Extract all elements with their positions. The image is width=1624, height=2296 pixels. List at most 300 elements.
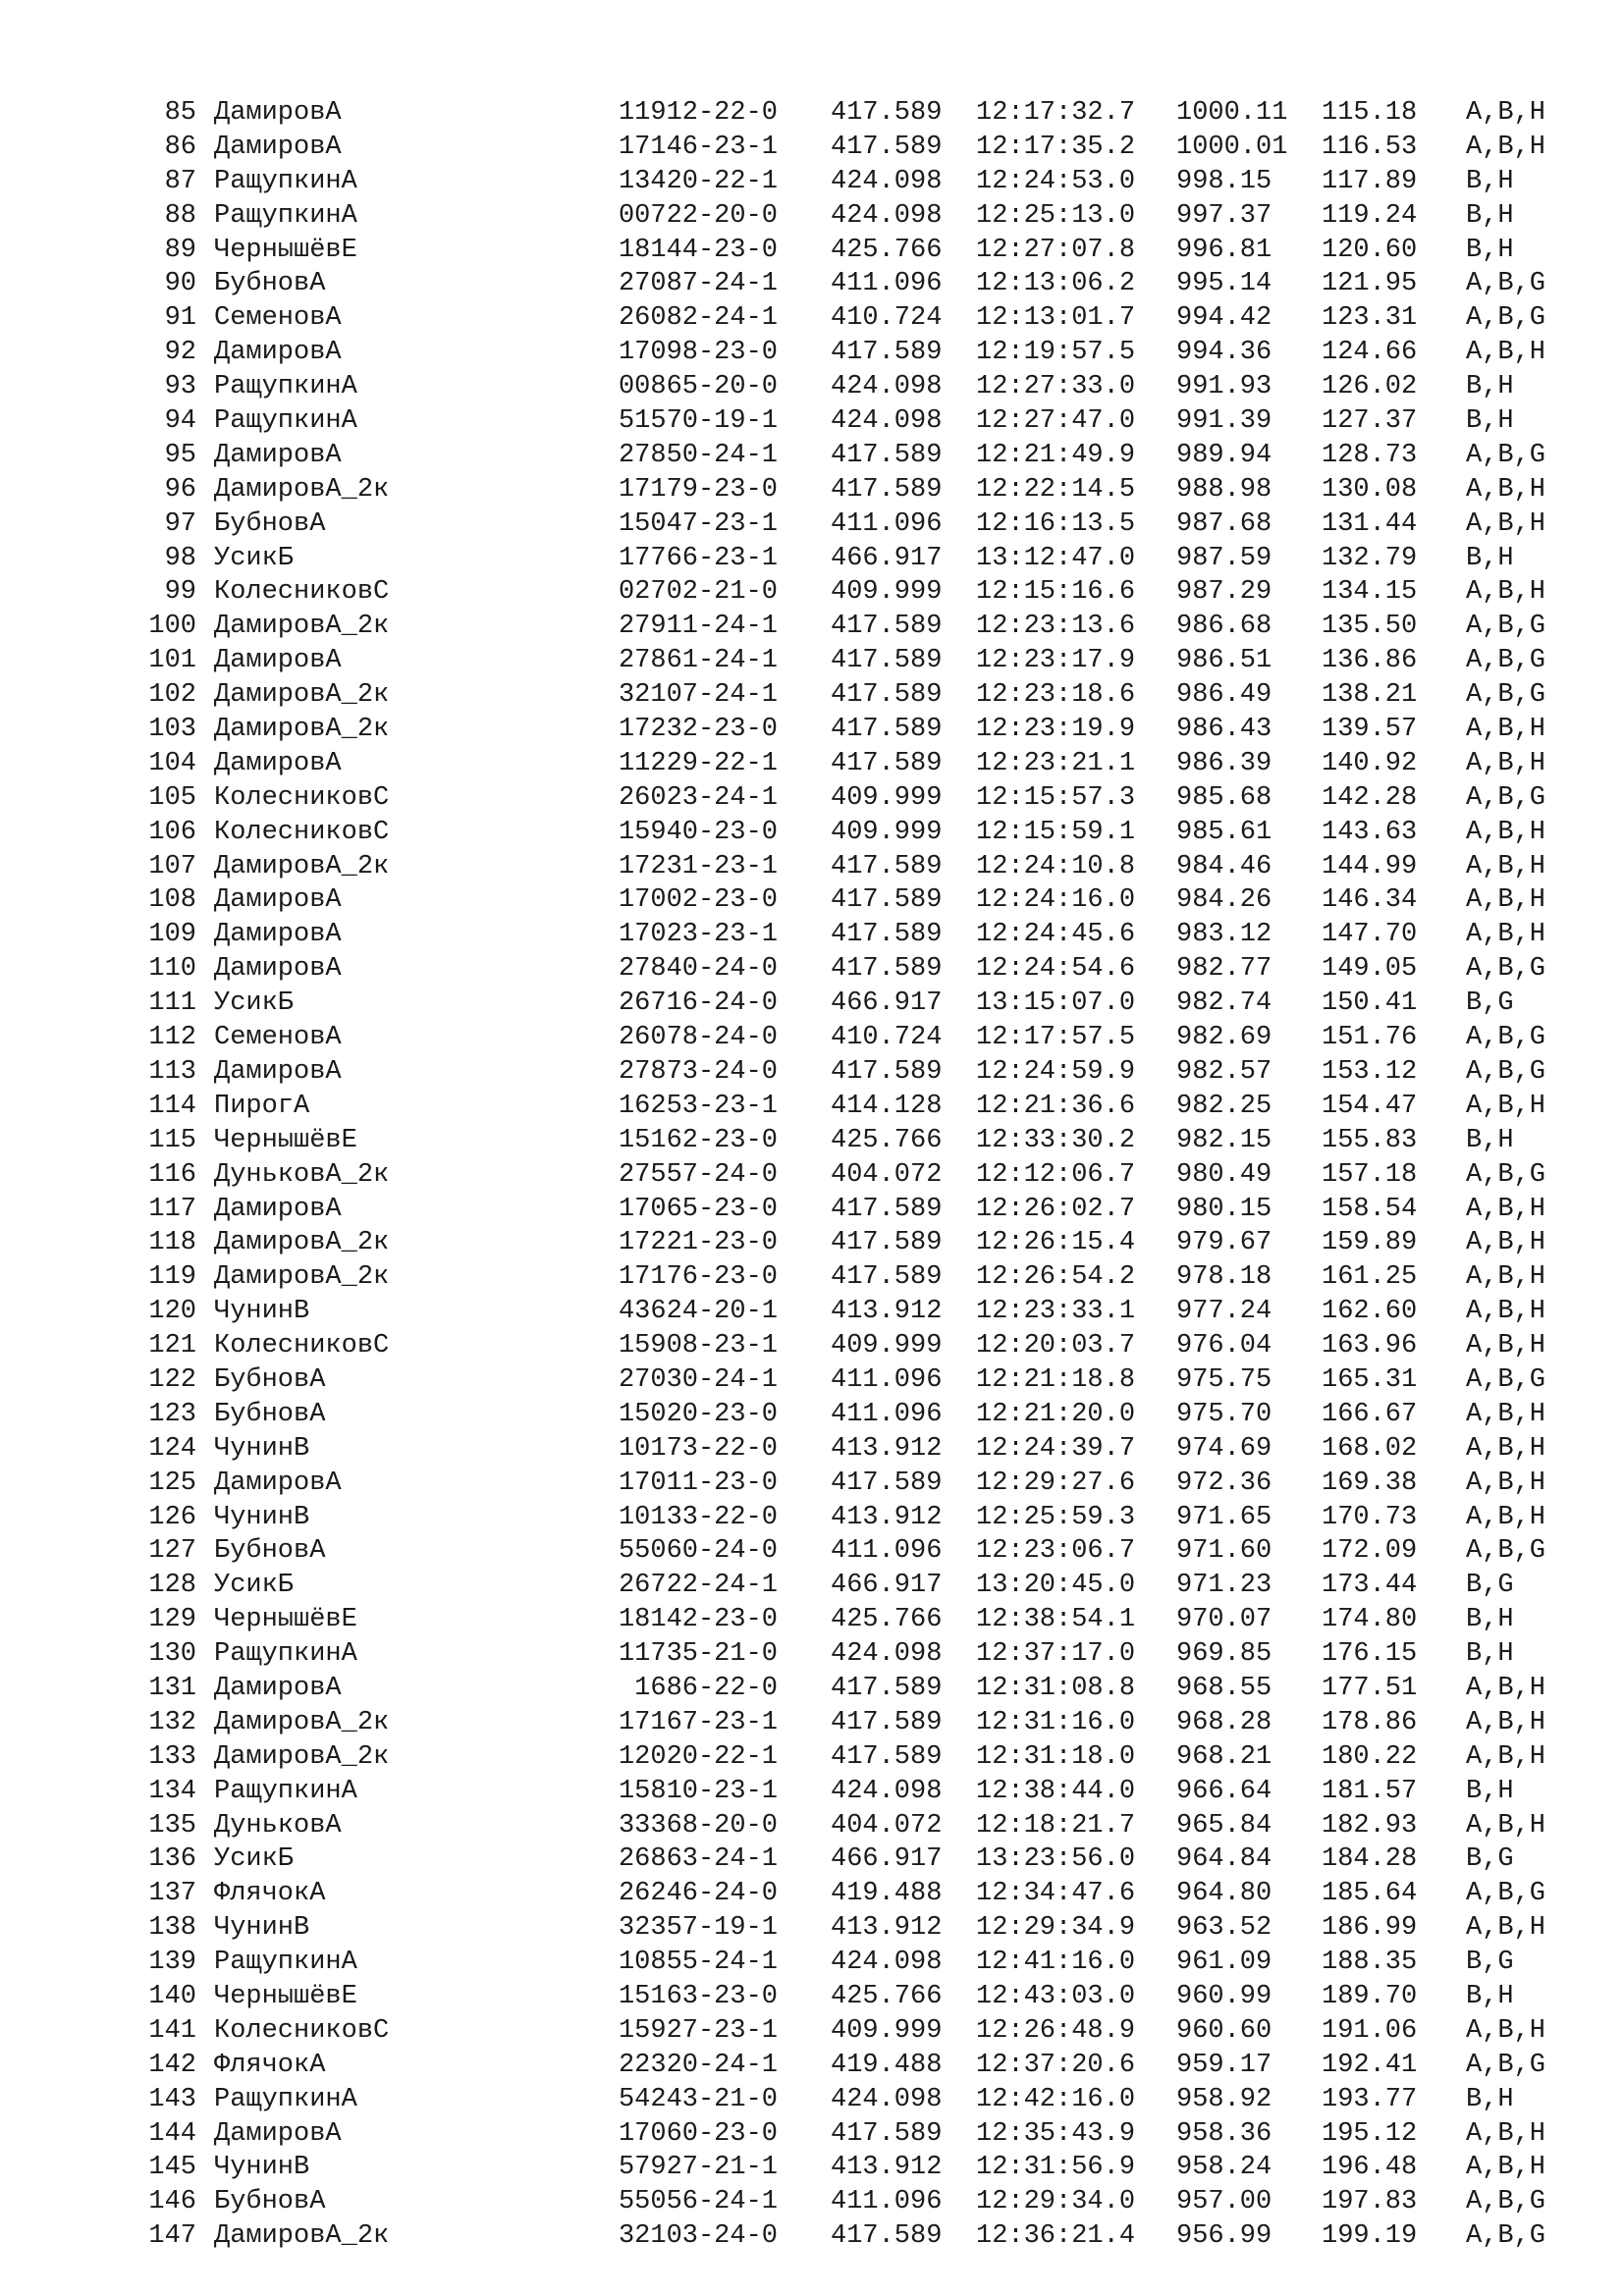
- cell-speed: 972.36: [1176, 1468, 1272, 1498]
- cell-distance: 404.072: [831, 1159, 943, 1190]
- cell-speed: 982.69: [1176, 1023, 1272, 1053]
- cell-groups: B,G: [1466, 1571, 1514, 1601]
- cell-groups: B,G: [1466, 1948, 1514, 1978]
- cell-distance: 417.589: [831, 851, 943, 881]
- cell-place: 140: [148, 1981, 196, 2011]
- cell-arrival-time: 12:24:54.6: [976, 954, 1136, 985]
- cell-ring-number: 27557-24-0: [618, 1159, 778, 1190]
- cell-place: 109: [148, 920, 196, 950]
- cell-arrival-time: 12:34:47.6: [976, 1879, 1136, 1909]
- cell-arrival-time: 12:43:03.0: [976, 1981, 1136, 2011]
- cell-speed: 982.57: [1176, 1056, 1272, 1087]
- cell-owner: ДуньковА: [214, 1810, 342, 1841]
- cell-speed: 968.55: [1176, 1673, 1272, 1703]
- cell-distance: 413.912: [831, 2153, 943, 2183]
- cell-arrival-time: 12:13:06.2: [976, 269, 1136, 299]
- cell-ring-number: 13420-22-1: [618, 166, 778, 196]
- cell-place: 146: [148, 2187, 196, 2217]
- cell-owner: РащупкинА: [214, 1639, 357, 1670]
- cell-groups: B,H: [1466, 1639, 1514, 1670]
- cell-owner: ДамировА_2к: [214, 2221, 390, 2252]
- cell-owner: ЧунинВ: [214, 1913, 310, 1944]
- cell-arrival-time: 12:31:08.8: [976, 1673, 1136, 1703]
- cell-speed: 986.68: [1176, 612, 1272, 642]
- cell-speed: 987.29: [1176, 577, 1272, 608]
- cell-arrival-time: 12:29:34.0: [976, 2187, 1136, 2217]
- cell-distance: 411.096: [831, 1399, 943, 1429]
- cell-groups: A,B,H: [1466, 817, 1546, 847]
- cell-distance: 417.589: [831, 1468, 943, 1498]
- cell-place: 86: [164, 132, 196, 162]
- cell-coefficient: 146.34: [1322, 885, 1418, 916]
- cell-coefficient: 126.02: [1322, 372, 1418, 402]
- cell-distance: 466.917: [831, 543, 943, 573]
- cell-arrival-time: 12:18:21.7: [976, 1810, 1136, 1841]
- cell-owner: БубновА: [214, 1536, 326, 1567]
- cell-owner: ДамировА: [214, 1673, 342, 1703]
- cell-place: 147: [148, 2221, 196, 2252]
- cell-owner: ДамировА: [214, 1194, 342, 1224]
- cell-ring-number: 26246-24-0: [618, 1879, 778, 1909]
- cell-speed: 978.18: [1176, 1262, 1272, 1293]
- cell-distance: 409.999: [831, 817, 943, 847]
- cell-place: 131: [148, 1673, 196, 1703]
- cell-coefficient: 135.50: [1322, 612, 1418, 642]
- cell-ring-number: 17060-23-0: [618, 2118, 778, 2149]
- cell-arrival-time: 12:13:01.7: [976, 303, 1136, 334]
- cell-speed: 975.75: [1176, 1364, 1272, 1395]
- cell-speed: 994.42: [1176, 303, 1272, 334]
- cell-owner: БубновА: [214, 269, 326, 299]
- cell-groups: A,B,G: [1466, 2221, 1546, 2252]
- cell-ring-number: 18144-23-0: [618, 235, 778, 265]
- cell-distance: 417.589: [831, 440, 943, 470]
- cell-groups: A,B,G: [1466, 1364, 1546, 1395]
- cell-coefficient: 150.41: [1322, 988, 1418, 1019]
- cell-distance: 424.098: [831, 166, 943, 196]
- cell-ring-number: 15810-23-1: [618, 1776, 778, 1806]
- cell-speed: 980.49: [1176, 1159, 1272, 1190]
- cell-speed: 987.59: [1176, 543, 1272, 573]
- cell-ring-number: 43624-20-1: [618, 1297, 778, 1327]
- cell-coefficient: 161.25: [1322, 1262, 1418, 1293]
- cell-groups: A,B,G: [1466, 1159, 1546, 1190]
- cell-groups: B,H: [1466, 543, 1514, 573]
- cell-distance: 425.766: [831, 1981, 943, 2011]
- cell-speed: 1000.11: [1176, 98, 1288, 128]
- cell-arrival-time: 12:31:16.0: [976, 1707, 1136, 1737]
- cell-ring-number: 02702-21-0: [618, 577, 778, 608]
- cell-groups: A,B,H: [1466, 1673, 1546, 1703]
- cell-groups: B,H: [1466, 200, 1514, 231]
- cell-ring-number: 00722-20-0: [618, 200, 778, 231]
- cell-speed: 969.85: [1176, 1639, 1272, 1670]
- cell-coefficient: 188.35: [1322, 1948, 1418, 1978]
- cell-arrival-time: 12:41:16.0: [976, 1948, 1136, 1978]
- cell-arrival-time: 12:17:35.2: [976, 132, 1136, 162]
- cell-owner: БубновА: [214, 2187, 326, 2217]
- cell-speed: 970.07: [1176, 1605, 1272, 1635]
- cell-place: 120: [148, 1297, 196, 1327]
- cell-coefficient: 127.37: [1322, 406, 1418, 437]
- cell-distance: 417.589: [831, 1707, 943, 1737]
- cell-ring-number: 00865-20-0: [618, 372, 778, 402]
- cell-owner: СеменовА: [214, 303, 342, 334]
- cell-ring-number: 18142-23-0: [618, 1605, 778, 1635]
- cell-ring-number: 12020-22-1: [618, 1741, 778, 1772]
- cell-groups: B,H: [1466, 1981, 1514, 2011]
- cell-arrival-time: 12:23:19.9: [976, 715, 1136, 745]
- cell-arrival-time: 12:36:21.4: [976, 2221, 1136, 2252]
- cell-speed: 959.17: [1176, 2050, 1272, 2080]
- cell-ring-number: 32107-24-1: [618, 680, 778, 711]
- cell-ring-number: 11912-22-0: [618, 98, 778, 128]
- cell-distance: 417.589: [831, 748, 943, 778]
- cell-speed: 997.37: [1176, 200, 1272, 231]
- cell-owner: ДамировА: [214, 2118, 342, 2149]
- cell-coefficient: 116.53: [1322, 132, 1418, 162]
- cell-groups: A,B,H: [1466, 1810, 1546, 1841]
- cell-owner: КолесниковС: [214, 577, 390, 608]
- cell-owner: ФлячокА: [214, 2050, 326, 2080]
- cell-owner: ДамировА_2к: [214, 851, 390, 881]
- cell-distance: 425.766: [831, 235, 943, 265]
- cell-arrival-time: 12:15:16.6: [976, 577, 1136, 608]
- cell-groups: A,B,H: [1466, 577, 1546, 608]
- cell-ring-number: 17221-23-0: [618, 1228, 778, 1258]
- cell-groups: A,B,H: [1466, 885, 1546, 916]
- cell-coefficient: 176.15: [1322, 1639, 1418, 1670]
- cell-distance: 409.999: [831, 2015, 943, 2046]
- cell-arrival-time: 12:26:02.7: [976, 1194, 1136, 1224]
- cell-coefficient: 132.79: [1322, 543, 1418, 573]
- cell-arrival-time: 12:35:43.9: [976, 2118, 1136, 2149]
- cell-arrival-time: 12:24:59.9: [976, 1056, 1136, 1087]
- cell-speed: 986.43: [1176, 715, 1272, 745]
- cell-coefficient: 199.19: [1322, 2221, 1418, 2252]
- cell-arrival-time: 12:26:54.2: [976, 1262, 1136, 1293]
- cell-owner: СеменовА: [214, 1023, 342, 1053]
- cell-groups: A,B,H: [1466, 474, 1546, 505]
- cell-place: 95: [164, 440, 196, 470]
- cell-coefficient: 186.99: [1322, 1913, 1418, 1944]
- cell-arrival-time: 12:23:13.6: [976, 612, 1136, 642]
- cell-place: 135: [148, 1810, 196, 1841]
- cell-arrival-time: 12:33:30.2: [976, 1125, 1136, 1155]
- cell-owner: ДамировА_2к: [214, 1262, 390, 1293]
- cell-groups: A,B,H: [1466, 1262, 1546, 1293]
- cell-groups: B,G: [1466, 988, 1514, 1019]
- cell-distance: 424.098: [831, 372, 943, 402]
- cell-place: 124: [148, 1433, 196, 1464]
- cell-groups: A,B,H: [1466, 851, 1546, 881]
- cell-ring-number: 17023-23-1: [618, 920, 778, 950]
- cell-ring-number: 33368-20-0: [618, 1810, 778, 1841]
- cell-place: 145: [148, 2153, 196, 2183]
- cell-distance: 417.589: [831, 98, 943, 128]
- cell-place: 143: [148, 2084, 196, 2114]
- cell-place: 116: [148, 1159, 196, 1190]
- cell-distance: 424.098: [831, 1948, 943, 1978]
- cell-place: 133: [148, 1741, 196, 1772]
- cell-owner: ДуньковА_2к: [214, 1159, 390, 1190]
- cell-speed: 1000.01: [1176, 132, 1288, 162]
- cell-owner: УсикБ: [214, 1571, 295, 1601]
- cell-distance: 409.999: [831, 1331, 943, 1362]
- cell-ring-number: 10173-22-0: [618, 1433, 778, 1464]
- cell-groups: A,B,H: [1466, 1091, 1546, 1121]
- cell-coefficient: 151.76: [1322, 1023, 1418, 1053]
- cell-arrival-time: 12:24:39.7: [976, 1433, 1136, 1464]
- cell-distance: 424.098: [831, 406, 943, 437]
- cell-place: 122: [148, 1364, 196, 1395]
- cell-speed: 958.92: [1176, 2084, 1272, 2114]
- cell-groups: A,B,H: [1466, 1502, 1546, 1532]
- cell-arrival-time: 12:23:33.1: [976, 1297, 1136, 1327]
- cell-place: 119: [148, 1262, 196, 1293]
- cell-speed: 991.39: [1176, 406, 1272, 437]
- cell-arrival-time: 12:42:16.0: [976, 2084, 1136, 2114]
- cell-owner: ДамировА: [214, 646, 342, 676]
- cell-coefficient: 168.02: [1322, 1433, 1418, 1464]
- cell-groups: A,B,G: [1466, 612, 1546, 642]
- cell-groups: A,B,G: [1466, 680, 1546, 711]
- cell-coefficient: 134.15: [1322, 577, 1418, 608]
- cell-speed: 971.60: [1176, 1536, 1272, 1567]
- cell-speed: 995.14: [1176, 269, 1272, 299]
- cell-distance: 466.917: [831, 1844, 943, 1875]
- cell-distance: 417.589: [831, 338, 943, 368]
- cell-ring-number: 27850-24-1: [618, 440, 778, 470]
- cell-place: 134: [148, 1776, 196, 1806]
- cell-ring-number: 15908-23-1: [618, 1331, 778, 1362]
- cell-coefficient: 158.54: [1322, 1194, 1418, 1224]
- cell-ring-number: 15020-23-0: [618, 1399, 778, 1429]
- cell-owner: ДамировА: [214, 338, 342, 368]
- cell-arrival-time: 12:26:15.4: [976, 1228, 1136, 1258]
- cell-place: 132: [148, 1707, 196, 1737]
- cell-arrival-time: 12:17:57.5: [976, 1023, 1136, 1053]
- cell-coefficient: 155.83: [1322, 1125, 1418, 1155]
- cell-ring-number: 51570-19-1: [618, 406, 778, 437]
- cell-groups: A,B,G: [1466, 2187, 1546, 2217]
- cell-ring-number: 15927-23-1: [618, 2015, 778, 2046]
- cell-speed: 966.64: [1176, 1776, 1272, 1806]
- cell-distance: 413.912: [831, 1297, 943, 1327]
- cell-speed: 996.81: [1176, 235, 1272, 265]
- cell-distance: 425.766: [831, 1605, 943, 1635]
- cell-ring-number: 26023-24-1: [618, 782, 778, 813]
- cell-arrival-time: 12:23:21.1: [976, 748, 1136, 778]
- cell-owner: ДамировА_2к: [214, 680, 390, 711]
- cell-owner: ДамировА_2к: [214, 1707, 390, 1737]
- cell-coefficient: 154.47: [1322, 1091, 1418, 1121]
- cell-distance: 466.917: [831, 988, 943, 1019]
- cell-distance: 417.589: [831, 1228, 943, 1258]
- cell-distance: 417.589: [831, 646, 943, 676]
- cell-place: 90: [164, 269, 196, 299]
- cell-arrival-time: 12:21:20.0: [976, 1399, 1136, 1429]
- cell-arrival-time: 12:27:33.0: [976, 372, 1136, 402]
- cell-ring-number: 57927-21-1: [618, 2153, 778, 2183]
- cell-place: 138: [148, 1913, 196, 1944]
- cell-speed: 975.70: [1176, 1399, 1272, 1429]
- cell-speed: 986.49: [1176, 680, 1272, 711]
- cell-ring-number: 17176-23-0: [618, 1262, 778, 1293]
- cell-speed: 957.00: [1176, 2187, 1272, 2217]
- cell-arrival-time: 12:23:06.7: [976, 1536, 1136, 1567]
- cell-groups: A,B,H: [1466, 920, 1546, 950]
- cell-place: 117: [148, 1194, 196, 1224]
- cell-arrival-time: 12:24:45.6: [976, 920, 1136, 950]
- cell-owner: БубновА: [214, 1364, 326, 1395]
- cell-speed: 994.36: [1176, 338, 1272, 368]
- cell-arrival-time: 12:16:13.5: [976, 508, 1136, 539]
- cell-coefficient: 143.63: [1322, 817, 1418, 847]
- cell-coefficient: 170.73: [1322, 1502, 1418, 1532]
- cell-place: 114: [148, 1091, 196, 1121]
- cell-place: 136: [148, 1844, 196, 1875]
- cell-groups: B,H: [1466, 166, 1514, 196]
- cell-distance: 419.488: [831, 1879, 943, 1909]
- cell-ring-number: 17231-23-1: [618, 851, 778, 881]
- cell-place: 92: [164, 338, 196, 368]
- cell-speed: 964.80: [1176, 1879, 1272, 1909]
- cell-groups: B,G: [1466, 1844, 1514, 1875]
- cell-coefficient: 138.21: [1322, 680, 1418, 711]
- cell-distance: 417.589: [831, 2221, 943, 2252]
- cell-owner: РащупкинА: [214, 1776, 357, 1806]
- cell-owner: ДамировА_2к: [214, 1741, 390, 1772]
- cell-place: 96: [164, 474, 196, 505]
- cell-ring-number: 17065-23-0: [618, 1194, 778, 1224]
- cell-distance: 417.589: [831, 715, 943, 745]
- cell-place: 121: [148, 1331, 196, 1362]
- cell-place: 88: [164, 200, 196, 231]
- cell-arrival-time: 12:21:36.6: [976, 1091, 1136, 1121]
- cell-coefficient: 181.57: [1322, 1776, 1418, 1806]
- cell-groups: A,B,H: [1466, 1297, 1546, 1327]
- cell-ring-number: 15940-23-0: [618, 817, 778, 847]
- cell-distance: 411.096: [831, 269, 943, 299]
- cell-coefficient: 128.73: [1322, 440, 1418, 470]
- cell-ring-number: 26078-24-0: [618, 1023, 778, 1053]
- cell-arrival-time: 12:37:20.6: [976, 2050, 1136, 2080]
- cell-speed: 977.24: [1176, 1297, 1272, 1327]
- cell-arrival-time: 12:25:59.3: [976, 1502, 1136, 1532]
- cell-groups: A,B,H: [1466, 1468, 1546, 1498]
- cell-place: 118: [148, 1228, 196, 1258]
- cell-owner: БубновА: [214, 1399, 326, 1429]
- cell-coefficient: 140.92: [1322, 748, 1418, 778]
- cell-coefficient: 120.60: [1322, 235, 1418, 265]
- cell-coefficient: 124.66: [1322, 338, 1418, 368]
- cell-distance: 413.912: [831, 1433, 943, 1464]
- cell-owner: РащупкинА: [214, 200, 357, 231]
- cell-arrival-time: 12:24:53.0: [976, 166, 1136, 196]
- cell-speed: 960.99: [1176, 1981, 1272, 2011]
- cell-speed: 968.28: [1176, 1707, 1272, 1737]
- cell-ring-number: 17146-23-1: [618, 132, 778, 162]
- cell-owner: ДамировА: [214, 748, 342, 778]
- cell-owner: КолесниковС: [214, 2015, 390, 2046]
- cell-distance: 417.589: [831, 885, 943, 916]
- cell-groups: B,H: [1466, 2084, 1514, 2114]
- cell-coefficient: 172.09: [1322, 1536, 1418, 1567]
- cell-ring-number: 17232-23-0: [618, 715, 778, 745]
- cell-place: 128: [148, 1571, 196, 1601]
- cell-coefficient: 159.89: [1322, 1228, 1418, 1258]
- cell-ring-number: 26716-24-0: [618, 988, 778, 1019]
- cell-speed: 971.65: [1176, 1502, 1272, 1532]
- cell-ring-number: 11229-22-1: [618, 748, 778, 778]
- cell-groups: A,B,G: [1466, 440, 1546, 470]
- cell-speed: 964.84: [1176, 1844, 1272, 1875]
- cell-coefficient: 192.41: [1322, 2050, 1418, 2080]
- cell-arrival-time: 13:15:07.0: [976, 988, 1136, 1019]
- cell-coefficient: 177.51: [1322, 1673, 1418, 1703]
- cell-arrival-time: 12:25:13.0: [976, 200, 1136, 231]
- cell-arrival-time: 13:12:47.0: [976, 543, 1136, 573]
- cell-coefficient: 197.83: [1322, 2187, 1418, 2217]
- cell-arrival-time: 12:31:56.9: [976, 2153, 1136, 2183]
- cell-coefficient: 193.77: [1322, 2084, 1418, 2114]
- cell-speed: 980.15: [1176, 1194, 1272, 1224]
- cell-coefficient: 184.28: [1322, 1844, 1418, 1875]
- cell-speed: 998.15: [1176, 166, 1272, 196]
- cell-arrival-time: 12:17:32.7: [976, 98, 1136, 128]
- cell-owner: БубновА: [214, 508, 326, 539]
- cell-ring-number: 32103-24-0: [618, 2221, 778, 2252]
- cell-distance: 417.589: [831, 1056, 943, 1087]
- cell-distance: 417.589: [831, 2118, 943, 2149]
- cell-distance: 413.912: [831, 1502, 943, 1532]
- cell-arrival-time: 12:19:57.5: [976, 338, 1136, 368]
- cell-groups: B,H: [1466, 1605, 1514, 1635]
- cell-ring-number: 1686-22-0: [634, 1673, 778, 1703]
- cell-owner: РащупкинА: [214, 1948, 357, 1978]
- cell-coefficient: 149.05: [1322, 954, 1418, 985]
- cell-ring-number: 17766-23-1: [618, 543, 778, 573]
- cell-coefficient: 131.44: [1322, 508, 1418, 539]
- cell-arrival-time: 12:31:18.0: [976, 1741, 1136, 1772]
- cell-place: 137: [148, 1879, 196, 1909]
- cell-place: 89: [164, 235, 196, 265]
- cell-coefficient: 119.24: [1322, 200, 1418, 231]
- cell-distance: 413.912: [831, 1913, 943, 1944]
- cell-place: 129: [148, 1605, 196, 1635]
- cell-place: 130: [148, 1639, 196, 1670]
- cell-arrival-time: 12:15:57.3: [976, 782, 1136, 813]
- cell-owner: ДамировА: [214, 98, 342, 128]
- cell-distance: 417.589: [831, 1262, 943, 1293]
- cell-place: 97: [164, 508, 196, 539]
- cell-place: 85: [164, 98, 196, 128]
- cell-place: 102: [148, 680, 196, 711]
- cell-groups: A,B,G: [1466, 1023, 1546, 1053]
- cell-owner: ЧунинВ: [214, 1433, 310, 1464]
- cell-arrival-time: 12:37:17.0: [976, 1639, 1136, 1670]
- cell-speed: 982.25: [1176, 1091, 1272, 1121]
- cell-distance: 404.072: [831, 1810, 943, 1841]
- cell-coefficient: 157.18: [1322, 1159, 1418, 1190]
- cell-owner: ДамировА: [214, 885, 342, 916]
- cell-groups: A,B,G: [1466, 954, 1546, 985]
- cell-owner: РащупкинА: [214, 2084, 357, 2114]
- cell-owner: УсикБ: [214, 1844, 295, 1875]
- cell-owner: ДамировА: [214, 1468, 342, 1498]
- cell-groups: A,B,G: [1466, 303, 1546, 334]
